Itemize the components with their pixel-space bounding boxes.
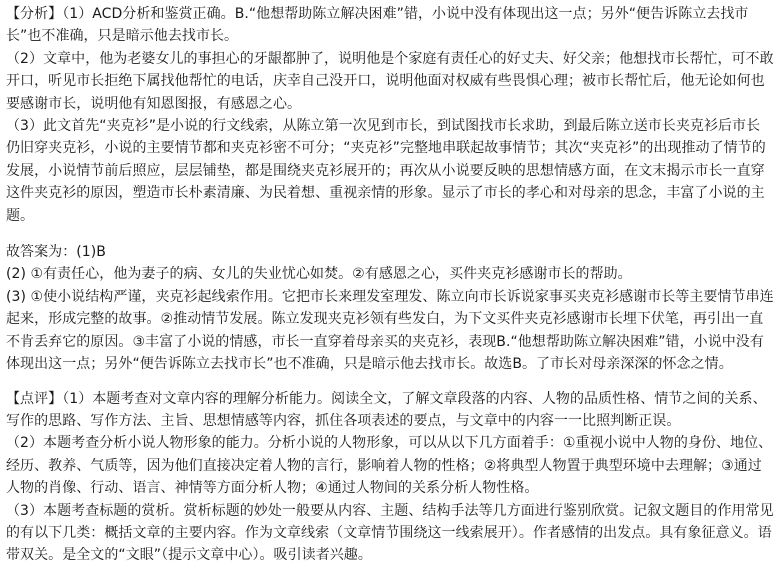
analysis-section bbox=[6, 3, 774, 227]
section-spacer bbox=[6, 227, 774, 241]
analysis-paragraph-2: （2）文章中，他为老婆女儿的事担心的牙龈都肿了，说明他是个家庭有责任心的好丈夫、好父亲；他想找市长帮忙，可不敢开口，听见市长拒绝下属找他帮忙的电话，庆幸自己没开口，说明他面对权威有些畏惧心理；被市长帮忙后，他无论如何也要感谢市长，说明他有知恩图报，有感恩之心。 bbox=[6, 50, 774, 112]
comment-paragraph-2: （2）本题考查分析小说人物形象的能力。分析小说的人物形象，可以从以下几方面着手：①重视小说中人物的身份、地位、经历、教养、气质等，因为他们直接决定着人物的言行，影响着人物的性格；②将典型人物置于典型环境中去理解；③通过人物的肖像、行动、语言、神情等方面分析人物；④通过人物间的关系分析人物性格。 bbox=[6, 435, 773, 497]
answer-paragraph-1: 故答案为：(1)B bbox=[6, 244, 106, 261]
comment-section bbox=[6, 388, 774, 567]
analysis-paragraph-3: （3）此文首先“夹克衫”是小说的行文线索，从陈立第一次见到市长，到试图找市长求助，到最后陈立送市长夹克衫后市长仍旧穿夹克衫，小说的主要情节都和夹克衫密不可分；“夹克衫”完整地串联起故事情节；其次“夹克衫”的出现推动了情节的发展，小说情节前后照应，层层铺垫，都是围绕夹克衫展开的；再次从小说要反映的思想情感方面，在文末揭示市长一直穿这件夹克衫的原因，塑造市长朴素清廉、为民着想、重视亲情的形象。显示了市长的孝心和对母亲的思念，丰富了小说的主题。 bbox=[6, 118, 766, 224]
analysis-paragraph-1: 【分析】（1）ACD分析和鉴赏正确。B.“他想帮助陈立解决困难”错，小说中没有体现出这一点；另外“便告诉陈立去找市长”也不准确，只是暗示他去找市长。 bbox=[6, 6, 749, 45]
comment-paragraph-3: （3）本题考查标题的赏析。赏析标题的妙处一般要从内容、主题、结构手法等几方面进行鉴别欣赏。记叙文题目的作用常见的有以下几类：概括文章的主要内容。作为文章线索（文章情节围绕这一线索展开）。作者感情的出发点。具有象征意义。语带双关。是全文的“文眼”（提示文章中心）。吸引读者兴趣。 bbox=[6, 502, 774, 564]
answer-paragraph-3: (3) ①使小说结构严谨，夹克衫起线索作用。它把市长来理发室理发、陈立向市长诉说家事买夹克衫感谢市长等主要情节串连起来，形成完整的故事。②推动情节发展。陈立发现夹克衫领有些发白，为下文买件夹克衫感谢市长埋下伏笔，再引出一直不肯丢弃它的原因。③丰富了小说的情感，市长一直穿着母亲买的夹克衫，表现B.“他想帮助陈立解决困难”错，小说中没有体现出这一点；另外“便告诉陈立去找市长”也不准确，只是暗示他去找市长。故选B。了市长对母亲深深的怀念之情。 bbox=[6, 288, 774, 373]
section-spacer bbox=[6, 376, 774, 388]
answer-section bbox=[6, 241, 774, 375]
answer-paragraph-2: (2) ①有责任心，他为妻子的病、女儿的失业忧心如焚。②有感恩之心，买件夹克衫感谢市长的帮助。 bbox=[6, 266, 632, 283]
comment-paragraph-1: 【点评】（1）本题考查对文章内容的理解分析能力。阅读全文，了解文章段落的内容、人物的品质性格、情节之间的关系、写作的思路、写作方法、主旨、思想情感等内容，抓住各项表述的要点，与文章中的内容一一比照判断正误。 bbox=[6, 390, 767, 429]
